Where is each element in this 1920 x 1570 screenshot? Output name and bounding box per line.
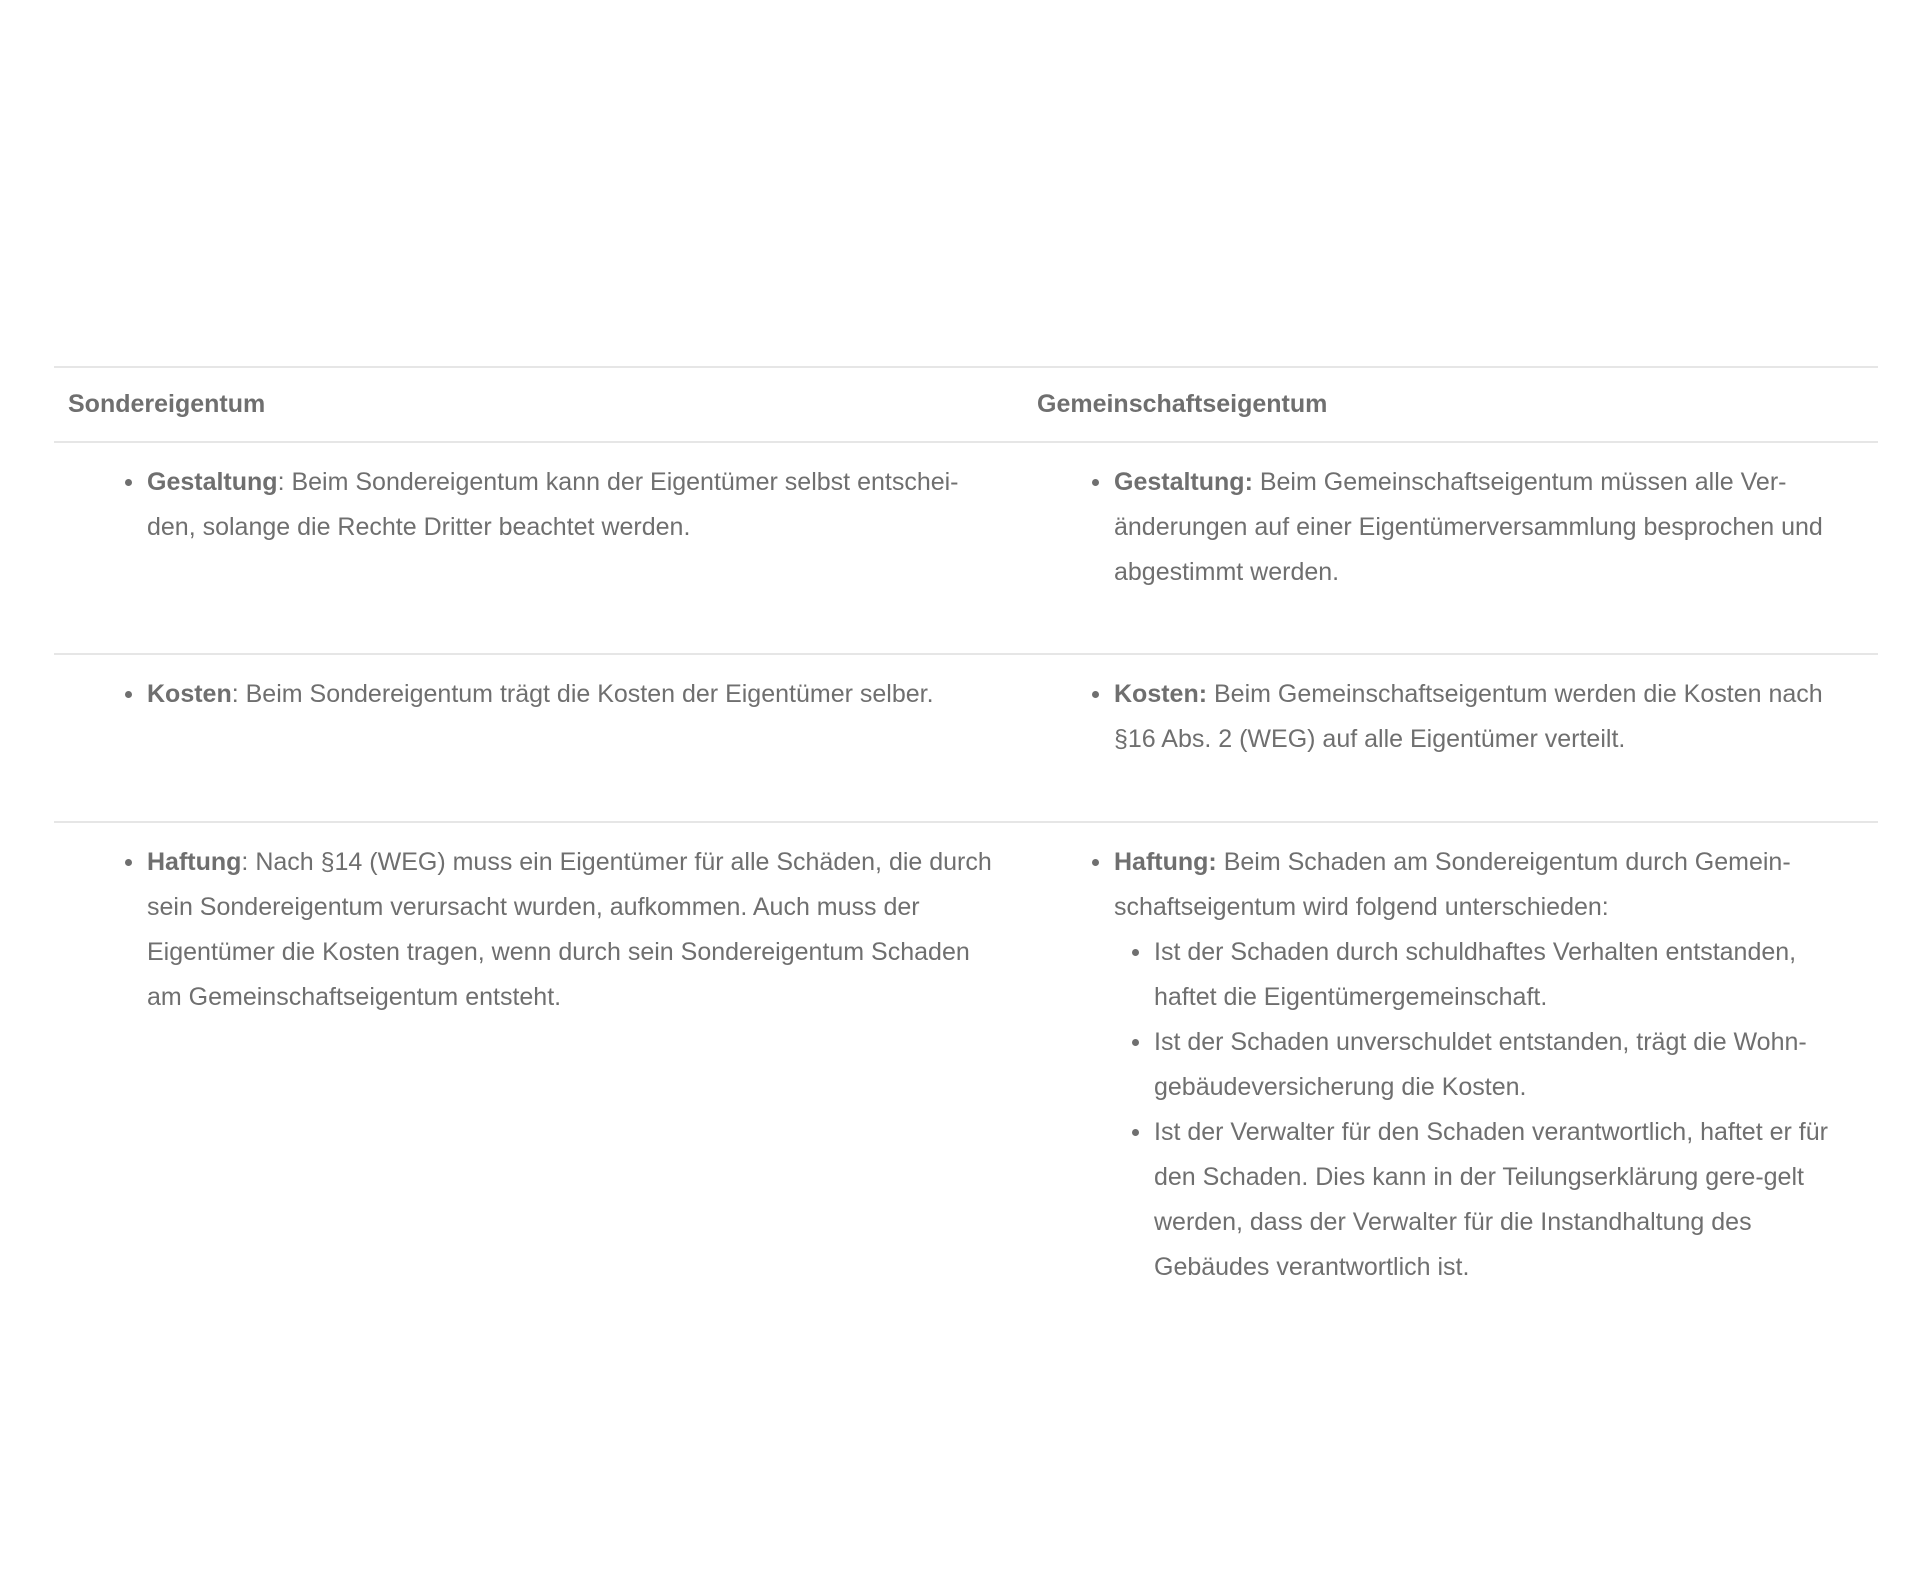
item-label: Haftung <box>147 848 242 876</box>
item-separator: : <box>277 468 285 496</box>
item-label: Gestaltung: <box>1114 468 1253 496</box>
list-item <box>1114 460 1864 595</box>
bullet-list <box>1114 460 1864 595</box>
item-text: Beim Gemeinschaftseigentum müssen alle Ver-änderungen auf einer Eigentümerversammlung besprochen und abgestimmt werden. <box>1114 468 1823 586</box>
sub-list-item: Ist der Schaden durch schuldhaftes Verhalten entstanden, haftet die Eigentümergemeinschaft. <box>1154 930 1864 1020</box>
cell-gemeinschaft-haftung <box>1037 822 1878 1290</box>
cell-sonder-haftung <box>54 822 1037 1290</box>
item-text: Beim Sondereigentum kann der Eigentümer selbst entschei-den, solange die Rechte Dritter beachtet werden. <box>147 468 959 541</box>
bullet-list <box>147 840 997 1020</box>
comparison-table <box>54 366 1878 1290</box>
comparison-table-wrapper <box>54 366 1878 1290</box>
table-row-kosten <box>54 654 1878 822</box>
bullet-list <box>147 460 997 550</box>
list-item <box>1114 840 1864 1290</box>
list-item <box>147 672 997 717</box>
list-item <box>1114 672 1864 762</box>
item-text: Nach §14 (WEG) muss ein Eigentümer für alle Schäden, die durch sein Sondereigentum verursacht wurden, aufkommen. Auch muss der Eigentümer die Kosten tragen, wenn durch sein Sondereigentum Schaden am Gemeinschaftseigentum entsteht. <box>147 848 992 1011</box>
header-gemeinschaftseigentum: Gemeinschaftseigentum <box>1037 390 1328 418</box>
bullet-list <box>1114 672 1864 762</box>
cell-sonder-kosten <box>54 654 1037 822</box>
table-header-row <box>54 367 1878 442</box>
sub-bullet-list <box>1114 930 1864 1290</box>
item-text: Beim Gemeinschaftseigentum werden die Kosten nach §16 Abs. 2 (WEG) auf alle Eigentümer verteilt. <box>1114 680 1823 753</box>
item-text: Beim Schaden am Sondereigentum durch Gemein-schaftseigentum wird folgend unterschieden: <box>1114 848 1791 921</box>
cell-gemeinschaft-kosten <box>1037 654 1878 822</box>
header-sondereigentum: Sondereigentum <box>68 390 266 418</box>
cell-sonder-gestaltung <box>54 442 1037 654</box>
sub-list-item: Ist der Schaden unverschuldet entstanden, trägt die Wohn-gebäudeversicherung die Kosten. <box>1154 1020 1864 1110</box>
item-label: Kosten: <box>1114 680 1208 708</box>
item-separator: : <box>231 680 239 708</box>
bullet-list <box>1114 840 1864 1290</box>
cell-gemeinschaft-gestaltung <box>1037 442 1878 654</box>
item-label: Haftung: <box>1114 848 1217 876</box>
list-item <box>147 460 997 550</box>
table-row-haftung <box>54 822 1878 1290</box>
table-row-gestaltung <box>54 442 1878 654</box>
item-label: Kosten <box>147 680 232 708</box>
item-text: Beim Sondereigentum trägt die Kosten der Eigentümer selber. <box>238 680 934 708</box>
list-item <box>147 840 997 1020</box>
item-label: Gestaltung <box>147 468 278 496</box>
item-separator: : <box>241 848 249 876</box>
bullet-list <box>147 672 997 717</box>
sub-list-item: Ist der Verwalter für den Schaden verantwortlich, haftet er für den Schaden. Dies kann in der Teilungserklärung gere-gelt werden, dass der Verwalter für die Instandhaltung des Gebäudes verantwortlich ist. <box>1154 1110 1864 1290</box>
